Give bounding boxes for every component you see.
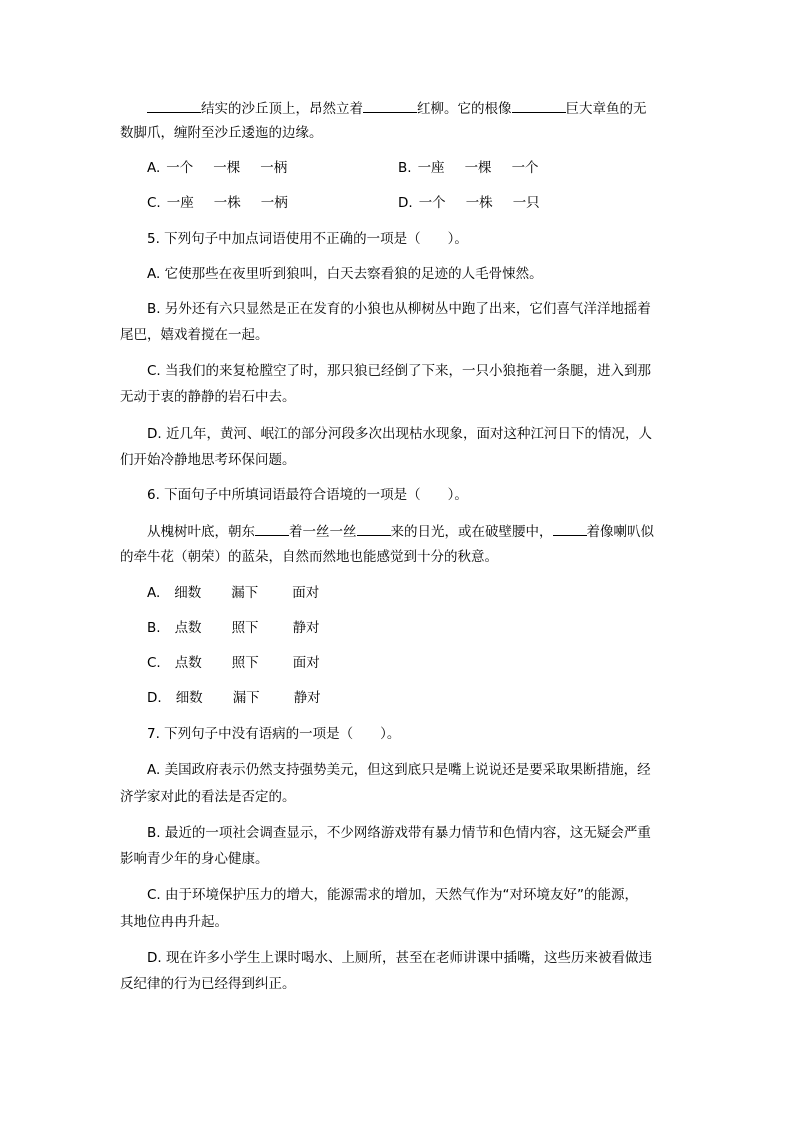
q5-option-c-line2: 无动于衷的静静的岩石中去。 [120, 389, 296, 405]
q7-option-d-line1: D. 现在许多小学生上课时喝水、上厕所，甚至在老师讲课中插嘴，这些历来被看做违 [147, 950, 652, 966]
option-word: 漏下 [232, 690, 260, 706]
option-label: C. [147, 195, 161, 211]
option-label: A. [147, 585, 161, 601]
q5-option-d-line2: 们开始冷静地思考环保问题。 [120, 452, 296, 468]
q5-option-a: A. 它使那些在夜里听到狼叫，白天去察看狼的足迹的人毛骨悚然。 [147, 266, 543, 282]
option-word: 一个 [418, 195, 446, 211]
fill-blank [255, 521, 289, 536]
fill-blank [553, 521, 587, 536]
option-label: D. [147, 690, 162, 706]
q4-option-b [398, 159, 539, 177]
q7-stem: 7. 下列句子中没有语病的一项是（ ）。 [147, 726, 401, 742]
q4-option-d [398, 194, 540, 212]
option-word: 点数 [174, 620, 202, 636]
q4-stem-line1 [147, 98, 647, 118]
text-segment: 着像喇叭似 [586, 524, 654, 540]
option-label: A. [147, 160, 161, 176]
option-word: 一柄 [260, 195, 288, 211]
q6-option-c [147, 654, 320, 672]
q6-option-b [147, 619, 320, 637]
option-word: 一个 [511, 160, 539, 176]
q7-option-a-line2: 济学家对此的看法是否定的。 [120, 789, 296, 805]
text-segment: 着一丝一丝 [289, 524, 357, 540]
option-word: 一株 [213, 195, 241, 211]
q7-option-a-line1: A. 美国政府表示仍然支持强势美元，但这到底只是嘴上说说还是要采取果断措施，经 [147, 762, 651, 778]
fill-blank [512, 98, 566, 113]
option-word: 静对 [293, 690, 321, 706]
option-word: 漏下 [231, 585, 259, 601]
text-segment: 红柳。它的根像 [417, 101, 512, 117]
q5-option-d-line1: D. 近几年，黄河、岷江的部分河段多次出现枯水现象，面对这种江河日下的情况，人 [147, 426, 652, 442]
q6-sentence-line1 [147, 521, 654, 541]
option-label: D. [398, 195, 413, 211]
q5-stem: 5. 下列句子中加点词语使用不正确的一项是（ ）。 [147, 231, 468, 247]
option-word: 一棵 [464, 160, 492, 176]
q7-option-c-line1: C. 由于环境保护压力的增大，能源需求的增加，天然气作为“对环境友好”的能源， [147, 887, 638, 903]
q7-option-d-line2: 反纪律的行为已经得到纠正。 [120, 976, 296, 992]
option-word: 一座 [166, 195, 194, 211]
option-word: 面对 [292, 585, 320, 601]
q6-stem: 6. 下面句子中所填词语最符合语境的一项是（ ）。 [147, 487, 468, 503]
option-word: 一株 [465, 195, 493, 211]
q6-option-a [147, 584, 319, 602]
fill-blank [147, 98, 201, 113]
option-word: 面对 [292, 655, 320, 671]
q7-option-b-line2: 影响青少年的身心健康。 [120, 851, 269, 867]
text-segment: 来的日光，或在破壁腰中， [390, 524, 553, 540]
q4-option-c [147, 194, 288, 212]
option-word: 照下 [231, 620, 259, 636]
option-word: 静对 [292, 620, 320, 636]
q4-stem-line2: 数脚爪，缠附至沙丘逶迤的边缘。 [120, 125, 323, 141]
q5-option-b-line1: B. 另外还有六只显然是正在发育的小狼也从柳树丛中跑了出来，它们喜气洋洋地摇着 [147, 301, 651, 317]
fill-blank [357, 521, 391, 536]
q7-option-b-line1: B. 最近的一项社会调查显示，不少网络游戏带有暴力情节和色情内容，这无疑会严重 [147, 825, 651, 841]
q5-option-b-line2: 尾巴，嬉戏着搅在一起。 [120, 327, 269, 343]
text-segment: 巨大章鱼的无 [565, 101, 647, 117]
q5-option-c-line1: C. 当我们的来复枪膛空了时，那只狼已经倒了下来，一只小狼拖着一条腿，进入到那 [147, 363, 652, 379]
option-label: B. [398, 160, 412, 176]
option-word: 细数 [175, 690, 203, 706]
option-label: C. [147, 655, 161, 671]
text-segment: 结实的沙丘顶上，昂然立着 [201, 101, 363, 117]
option-word: 一柄 [260, 160, 288, 176]
option-word: 一座 [417, 160, 445, 176]
option-word: 一只 [512, 195, 540, 211]
q6-option-d [147, 689, 321, 707]
q4-option-a [147, 159, 287, 177]
text-segment: 从槐树叶底，朝东 [147, 524, 255, 540]
q7-option-c-line2: 其地位冉冉升起。 [120, 914, 228, 930]
fill-blank [363, 98, 417, 113]
option-word: 一个 [166, 160, 194, 176]
q6-sentence-line2: 的牵牛花（朝荣）的蓝朵，自然而然地也能感觉到十分的秋意。 [120, 549, 498, 565]
option-word: 细数 [174, 585, 202, 601]
option-label: B. [147, 620, 161, 636]
option-word: 一棵 [213, 160, 241, 176]
option-word: 照下 [231, 655, 259, 671]
option-word: 点数 [174, 655, 202, 671]
